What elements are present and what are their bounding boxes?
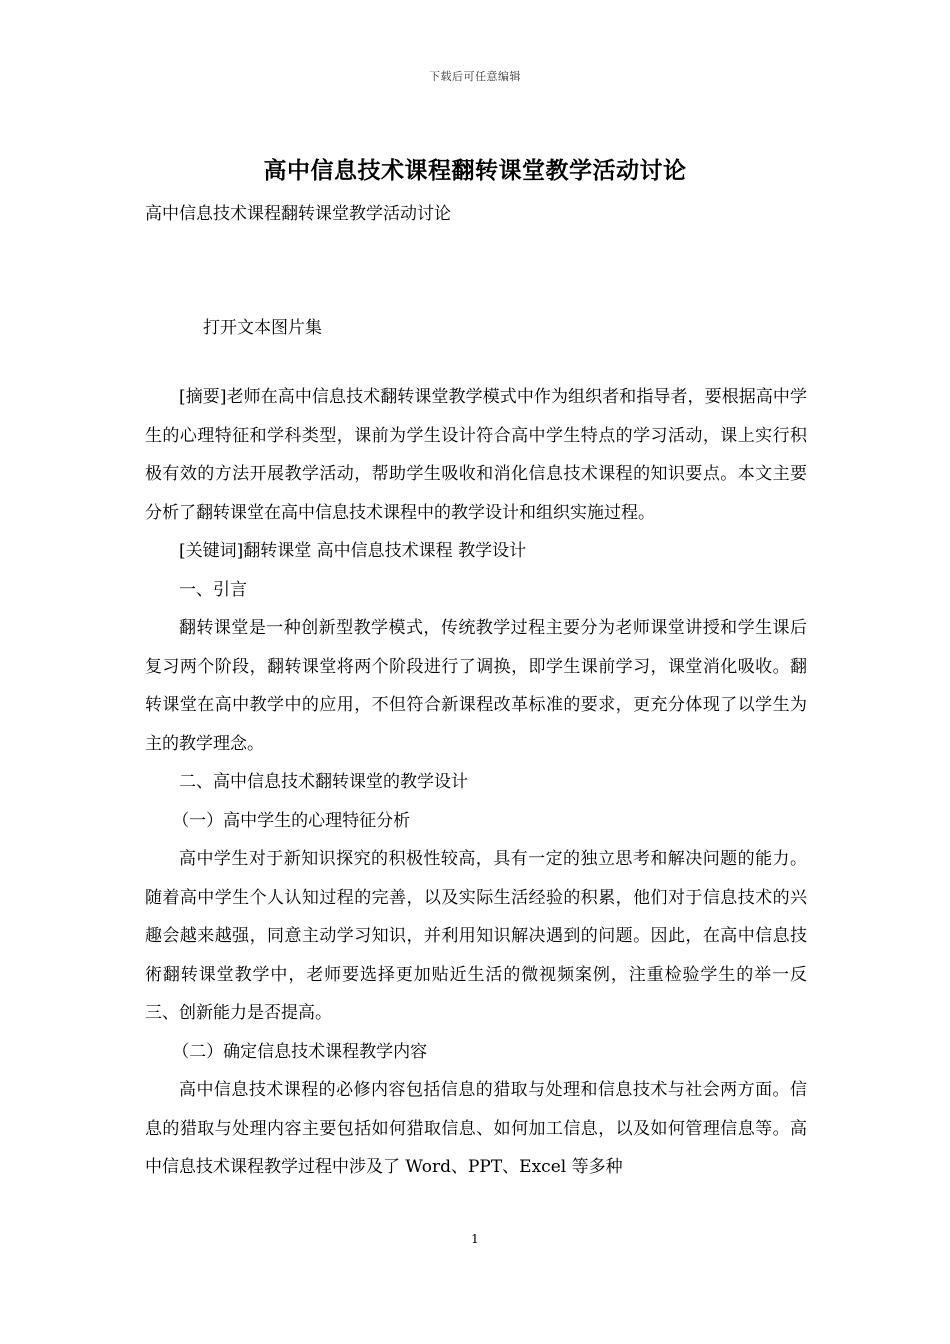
header-note: 下载后可任意编辑	[429, 70, 521, 83]
document-subtitle: 高中信息技术课程翻转课堂教学活动讨论	[145, 204, 451, 224]
open-image-gallery-link[interactable]: 打开文本图片集	[203, 318, 322, 338]
body-paragraph: 翻转课堂是一种创新型教学模式，传统教学过程主要分为老师课堂讲授和学生课后复习两个阶段，翻转课堂将两个阶段进行了调换，即学生课前学习，课堂消化吸收。翻转课堂在高中教学中的应用，不但符合新课程改革标准的要求，更充分体现了以学生为主的教学理念。	[145, 618, 807, 754]
section-heading-introduction: 一、引言	[179, 579, 247, 600]
document-body	[145, 378, 807, 1187]
keywords-paragraph: [关键词]翻转课堂 高中信息技术课程 教学设计	[179, 541, 527, 561]
section-heading-teaching-design: 二、高中信息技术翻转课堂的教学设计	[179, 772, 468, 792]
subsection-heading-content: （二）确定信息技术课程教学内容	[172, 1041, 428, 1062]
document-title: 高中信息技术课程翻转课堂教学活动讨论	[263, 157, 687, 184]
body-paragraph: 高中学生对于新知识探究的积极性较高，具有一定的独立思考和解决问题的能力。随着高中学生个人认知过程的完善，以及实际生活经验的积累，他们对于信息技术的兴趣会越来越强，同意主动学习知识，并利用知识解决遇到的问题。因此，在高中信息技術翻转课堂教学中，老师要选择更加贴近生活的微视频案例，注重检验学生的举一反三、创新能力是否提高。	[145, 849, 807, 1023]
page-number: 1	[471, 1232, 479, 1246]
subsection-heading-psychology: （一）高中学生的心理特征分析	[172, 810, 411, 831]
abstract-paragraph: [摘要]老师在高中信息技术翻转课堂教学模式中作为组织者和指导者，要根据高中学生的心理特征和学科类型，课前为学生设计符合高中学生特点的学习活动，课上实行积极有效的方法开展教学活动，帮助学生吸收和消化信息技术课程的知识要点。本文主要分析了翻转课堂在高中信息技术课程中的教学设计和组织实施过程。	[145, 387, 807, 523]
body-paragraph: 高中信息技术课程的必修内容包括信息的猎取与处理和信息技术与社会两方面。信息的猎取与处理内容主要包括如何猎取信息、如何加工信息，以及如何管理信息等。高中信息技术课程教学过程中涉及了 Word、PPT、Excel 等多种	[145, 1080, 807, 1177]
